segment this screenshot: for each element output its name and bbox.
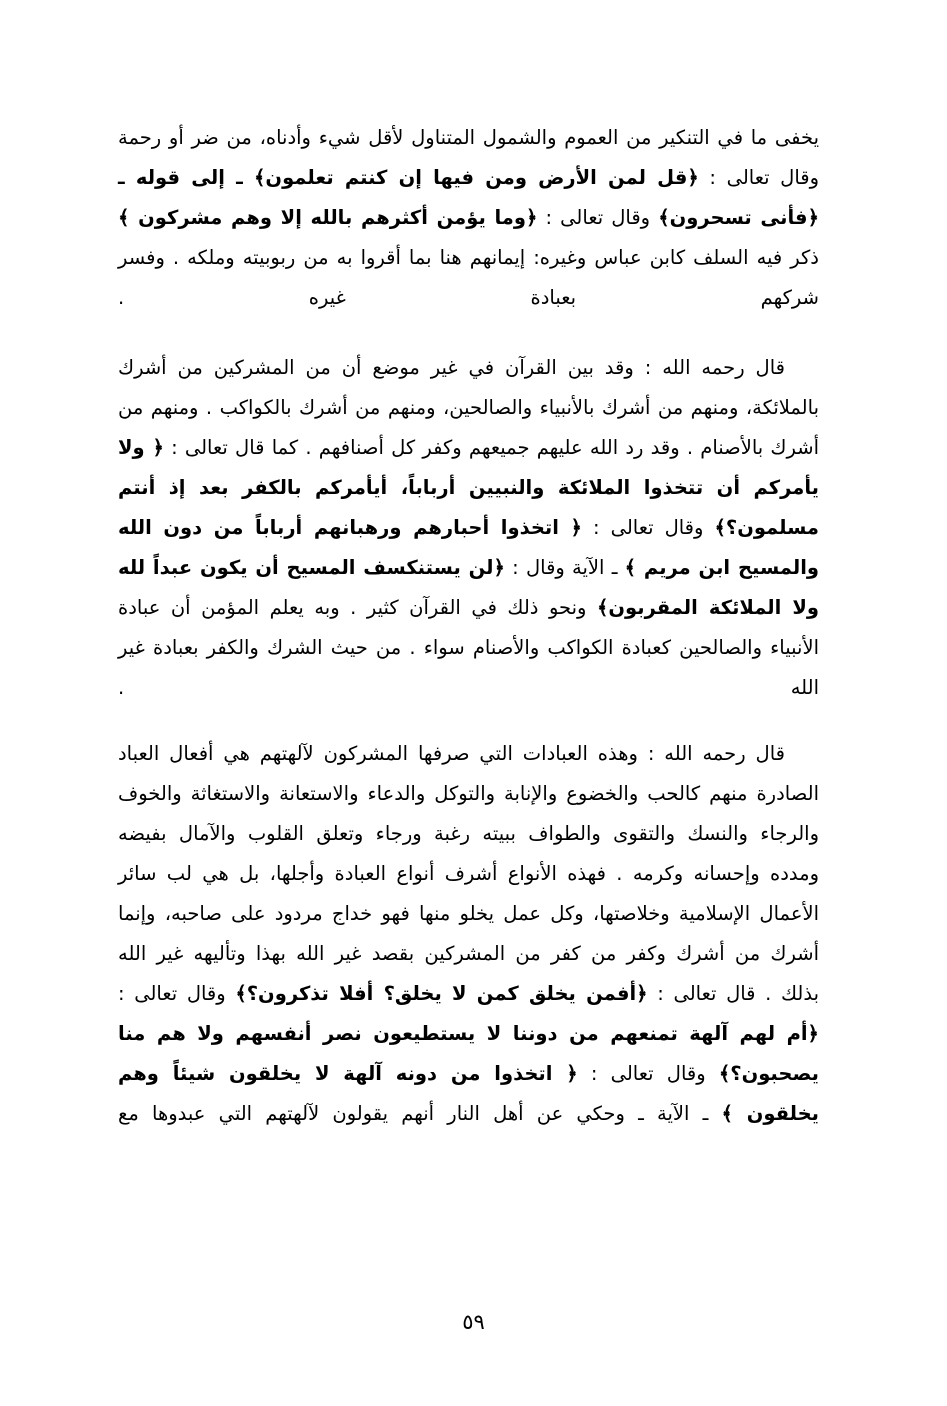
paragraph-3-quran-2: ﴿أم لهم آلهة تمنعهم من دوننا لا يستطيعون نصر أنفسهم ولا هم منا يصحبون؟﴾ <box>118 1022 819 1085</box>
paragraph-3-run-3: وقال تعالى : <box>577 1062 719 1085</box>
paragraph-3-quran-1: ﴿أفمن يخلق كمن لا يخلق؟ أفلا تذكرون؟﴾ <box>235 982 648 1005</box>
paragraph-3-quran-3: ﴿ اتخذوا من دونه آلهة لا يخلقون شيئاً وهم يخلقون ﴾ <box>118 1062 819 1125</box>
page-number: ٥٩ <box>462 1310 485 1334</box>
paragraph-2-quran-2: ﴿ اتخذوا أحبارهم ورهبانهم أرباباً من دون الله والمسيح ابن مريم ﴾ <box>118 516 819 579</box>
paragraph-3-run-4: ـ الآية ـ وحكي عن أهل النار أنهم يقولون لآلهتهم التي عبدوها مع <box>118 1102 722 1125</box>
paragraph-2 <box>118 348 819 708</box>
paragraph-1-run-2: وقال تعالى : <box>537 206 659 229</box>
paragraph-3-run-2: وقال تعالى : <box>118 982 236 1005</box>
paragraph-2-run-4: ونحو ذلك في القرآن كثير . وبه يعلم المؤمن أن عبادة الأنبياء والصالحين كعبادة الكواكب والأصنام سواء . من حيث الشرك والكفر بعبادة غير الله . <box>118 596 819 699</box>
paragraph-2-quran-3: ﴿لن يستنكسف المسيح أن يكون عبداً لله ولا الملائكة المقربون﴾ <box>118 556 819 619</box>
page-body <box>118 118 819 1134</box>
paragraph-3 <box>118 734 819 1134</box>
paragraph-1-quran-2: ﴿وما يؤمن أكثرهم بالله إلا وهم مشركون ﴾ <box>118 206 538 229</box>
paragraph-2-run-3: ـ الآية وقال : <box>504 556 625 579</box>
paragraph-1-run-1: يخفى ما في التنكير من العموم والشمول المتناول لأقل شيء وأدناه، من ضر أو رحمة وقال تعالى : <box>118 126 820 189</box>
paragraph-2-quran-1: ﴿ ولا يأمركم أن تتخذوا الملائكة والنبيين أرباباً، أيأمركم بالكفر بعد إذ أنتم مسلمون؟﴾ <box>118 436 820 539</box>
paragraph-1-run-3: ذكر فيه السلف كابن عباس وغيره: إيمانهم هنا بما أقروا به من ربوبيته وملكه . وفسر شركهم بعبادة غيره . <box>118 246 819 309</box>
paragraph-3-run-1: قال رحمه الله : وهذه العبادات التي صرفها المشركون لآلهتهم هي أفعال العباد الصادرة منهم كالحب والخضوع والإنابة والتوكل والدعاء والاستعانة والاستغاثة والخوف والرجاء والنسك والتقوى والطواف ببيته رغبة ورجاء وتعلق القلوب والآمال بفيضه ومدده وإحسانه وكرمه . فهذه الأنواع أشرف أنواع العبادة وأجلها، بل هي لب سائر الأعمال الإسلامية وخلاصتها، وكل عمل يخلو منها فهو خداج مردود على صاحبه، وإنما أشرك من أشرك وكفر من كفر من المشركين بقصد غير الله بهذا وتأليهه غير الله بذلك . قال تعالى : <box>118 742 820 1005</box>
paragraph-2-run-2: وقال تعالى : <box>581 516 715 539</box>
paragraph-1 <box>118 118 819 318</box>
paragraph-2-run-1: قال رحمه الله : وقد بين القرآن في غير موضع أن من المشركين من أشرك بالملائكة، ومنهم من أشرك بالأنبياء والصالحين، ومنهم من أشرك بالكواكب . ومنهم من أشرك بالأصنام . وقد رد الله عليهم جميعهم وكفر كل أصنافهم . كما قال تعالى : <box>118 356 819 459</box>
paragraph-1-quran-1: ﴿قل لمن الأرض ومن فيها إن كنتم تعلمون﴾ ـ إلى قوله ـ ﴿فأنى تسحرون﴾ <box>118 166 819 229</box>
